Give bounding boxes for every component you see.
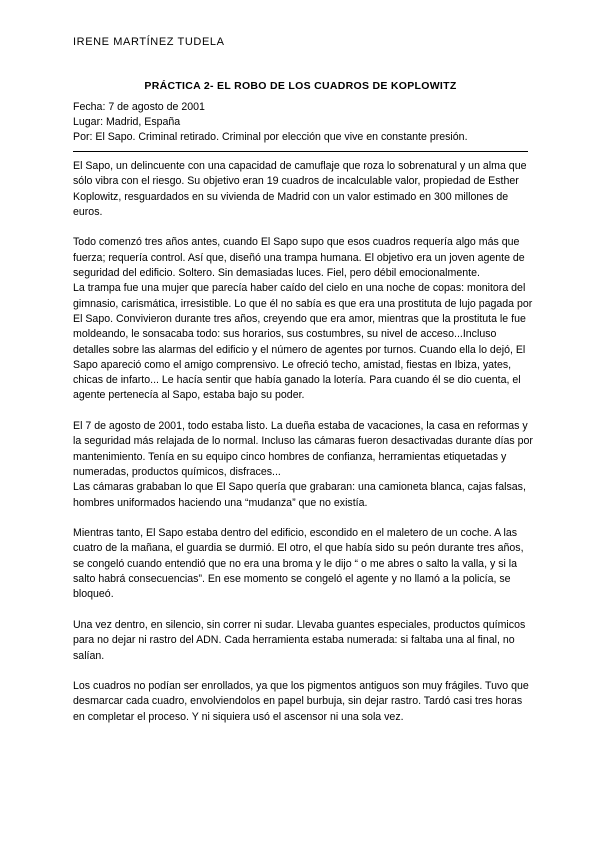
meta-author-line: Por: El Sapo. Criminal retirado. Criminal por elección que vive en constante presión. (73, 131, 468, 143)
paragraph: Todo comenzó tres años antes, cuando El Sapo supo que esos cuadros requería algo más que fuerza; requería control. Así que, diseñó una trampa humana. El objetivo era un joven agente de seguridad del edificio. Soltero. Sin demasiadas luces. Fiel, pero débil emocionalmente. (73, 236, 525, 280)
meta-date: Fecha: 7 de agosto de 2001 (73, 101, 205, 113)
paragraph: Los cuadros no podían ser enrollados, ya que los pigmentos antiguos son muy frágiles. Tuvo que desmarcar cada cuadro, envolviendolos en papel burbuja, sin dejar rastro. Tardó casi tres horas en completar el proceso. Y ni siquiera usó el ascensor ni una sola vez. (73, 680, 529, 723)
paragraph: Mientras tanto, El Sapo estaba dentro del edificio, escondido en el maletero de un coche. A las cuatro de la mañana, el guardia se durmió. El otro, el que había sido su peón durante tres años, se congeló cuando entendió que no era una broma y le dijo “ o me abres o salto la valla, y si la salto habrá consecuencias”. En ese momento se congeló el agente y no llamó a la policía, se bloqueó. (73, 527, 524, 601)
meta-place: Lugar: Madrid, España (73, 116, 181, 128)
document-body (73, 159, 535, 740)
paragraph: Una vez dentro, en silencio, sin correr ni sudar. Llevaba guantes especiales, productos químicos para no dejar ni rastro del ADN. Cada herramienta estaba numerada: si faltaba una al final, no salían. (73, 618, 526, 662)
author-name: IRENE MARTÍNEZ TUDELA (73, 36, 225, 48)
paragraph: El 7 de agosto de 2001, todo estaba listo. La dueña estaba de vacaciones, la casa en reformas y la seguridad más relajada de lo normal. Incluso las cámaras fueron desactivadas durante días por mantenimiento. Tenía en su equipo cinco hombres de confianza, herramientas etiquetadas y numeradas, productos químicos, disfraces... (73, 420, 533, 478)
document-title: PRÁCTICA 2- EL ROBO DE LOS CUADROS DE KOPLOWITZ (144, 80, 457, 92)
paragraph: El Sapo, un delincuente con una capacidad de camuflaje que roza lo sobrenatural y un alma que sólo vibra con el riesgo. Su objetivo eran 19 cuadros de incalculable valor, propiedad de Esther Koplowitz, resguardados en su vivienda de Madrid con un valor estimado en 300 millones de euros. (73, 160, 527, 218)
divider-line (73, 151, 528, 152)
paragraph: Las cámaras grababan lo que El Sapo quería que grabaran: una camioneta blanca, cajas falsas, hombres uniformados haciendo una “mudanza” que no existía. (73, 481, 526, 509)
paragraph: La trampa fue una mujer que parecía haber caído del cielo en una noche de copas: monitora del gimnasio, carismática, irresistible. Lo que él no sabía es que era una prostituta de lujo pagada por El Sapo. Convivieron durante tres años, creyendo que era amor, mientras que la prostituta le fue moldeando, le sonsacaba todo: sus horarios, sus costumbres, su nivel de acceso...Incluso detalles sobre las alarmas del edificio y el número de agentes por turnos. Cuando ella lo dejó, El Sapo apareció como el amigo comprensivo. Le ofreció techo, amistad, fiestas en Ibiza, yates, chicas de infarto... Le hacía sentir que había ganado la lotería. Para cuando él se dio cuenta, el agente pertenecía al Sapo, estaba bajo su poder. (73, 282, 533, 402)
document-meta (73, 100, 468, 145)
